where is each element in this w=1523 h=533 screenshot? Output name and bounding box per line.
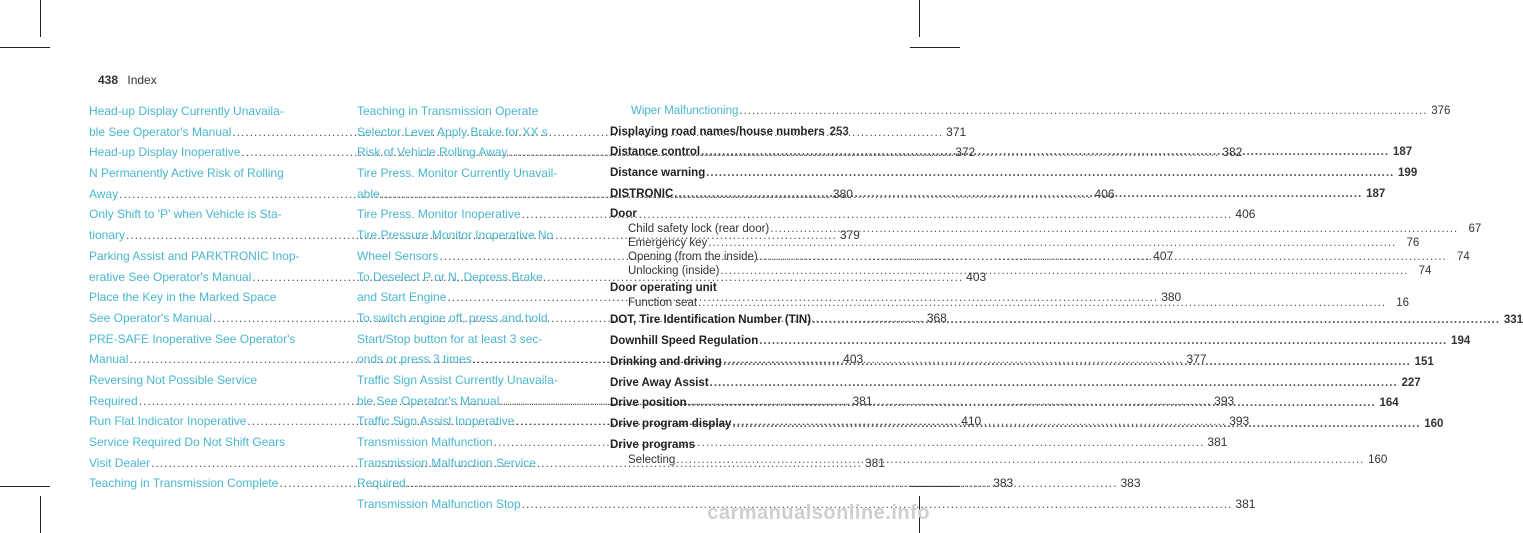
index-entry-text: Traffic Sign Assist Inoperative — [357, 414, 515, 429]
index-entry-text: Distance warning — [610, 167, 706, 180]
index-entry-text: To switch engine off, press and hold — [357, 310, 548, 325]
index-entry — [610, 163, 1418, 184]
index-entry — [357, 473, 1141, 494]
index-entry-text: Opening (from the inside) — [628, 251, 758, 264]
index-entry-text: DISTRONIC — [610, 187, 674, 200]
index-entry-page: 371 — [946, 124, 967, 139]
index-entry-text: Only Shift to 'P' when Vehicle is Sta- — [89, 207, 282, 222]
index-entry-text: Drinking and driving — [610, 355, 722, 368]
index-entry-text: Wiper Malfunctioning — [631, 105, 739, 117]
index-entry-text: Wheel Sensors — [357, 248, 439, 263]
watermark: carmanualsonline.info — [707, 502, 930, 524]
index-entry-text: Door operating unit — [610, 282, 717, 295]
leader-dots — [698, 296, 1386, 310]
index-entry-page: 381 — [1235, 497, 1256, 512]
index-entry-text: Traffic Sign Assist Currently Unavaila- — [357, 372, 558, 387]
index-entry-page: 379 — [839, 228, 860, 243]
index-entry-page: 383 — [1120, 476, 1141, 491]
section-title: Index — [127, 73, 157, 87]
index-entry — [89, 163, 323, 184]
index-entry-text: Function seat — [628, 297, 698, 310]
index-entry — [89, 204, 323, 225]
index-entry — [610, 206, 838, 222]
index-entry-text: See Operator's Manual — [89, 310, 213, 325]
index-entry — [357, 101, 591, 122]
index-entry-page: 381 — [852, 393, 873, 408]
index-entry-text: Drive programs — [610, 438, 696, 451]
index-entry-page: 380 — [832, 186, 853, 201]
crop-mark — [919, 0, 920, 37]
index-entry — [357, 122, 591, 143]
index-entry — [89, 246, 323, 267]
index-entry-text: Distance control — [610, 146, 701, 159]
index-entry — [357, 163, 591, 184]
index-entry-text: Drive program display — [610, 417, 732, 430]
index-entry-text: Emergency key — [628, 237, 708, 250]
index-entry-text: Visit Dealer — [89, 455, 151, 470]
index-entry-page: 393 — [1229, 414, 1250, 429]
leader-dots — [770, 222, 1458, 236]
index-entry-text: Transmission Malfunction Stop — [357, 497, 521, 512]
index-entry — [610, 437, 838, 453]
crop-mark — [40, 0, 41, 37]
index-entry-text: Teaching in Transmission Complete — [89, 476, 279, 491]
leader-dots — [688, 393, 1376, 414]
index-entry-text: Teaching in Transmission Operate — [357, 104, 539, 118]
index-entry-page: 381 — [1207, 435, 1228, 449]
index-entry — [610, 331, 1471, 352]
index-entry-page: 160 — [1424, 417, 1444, 430]
index-entry-text: Head-up Display Currently Unavaila- — [89, 104, 284, 118]
index-entry-text: able — [357, 186, 380, 201]
index-entry-text: Transmission Malfunction — [357, 435, 493, 449]
index-entry-text: tionary — [89, 228, 126, 243]
index-entry — [89, 329, 323, 350]
index-entry — [610, 101, 1451, 122]
index-entry-text: Parking Assist and PARKTRONIC Inop- — [89, 248, 300, 263]
index-entry — [89, 101, 323, 122]
index-entry-text: Start/Stop button for at least 3 sec- — [357, 331, 543, 346]
index-entry — [357, 329, 591, 350]
index-entry-page: 381 — [864, 455, 885, 470]
index-entry-page: 76 — [1406, 237, 1420, 250]
index-entry-page: 16 — [1396, 297, 1410, 310]
index-entry-page: 403 — [966, 269, 987, 284]
index-entry-page: 194 — [1451, 335, 1471, 348]
index-entry-text: and Start Engine — [357, 290, 447, 305]
crop-mark — [40, 496, 41, 533]
index-entry-text: Risk of Vehicle Rolling Away — [357, 145, 508, 160]
index-entry-page: 406 — [1235, 207, 1256, 222]
index-entry-page: 376 — [1431, 105, 1451, 117]
index-entry-page: 382 — [1222, 145, 1243, 160]
index-entry — [357, 267, 591, 288]
crop-mark — [0, 486, 50, 487]
index-entry-text: Tire Press. Monitor Currently Unavail- — [357, 166, 558, 181]
index-entry — [357, 308, 591, 329]
index-entry-page: 187 — [1366, 187, 1386, 200]
index-entry-page: 403 — [843, 352, 864, 367]
index-entry-page: 331 — [1503, 314, 1523, 327]
index-entry-page: 74 — [1418, 265, 1432, 278]
leader-dots — [739, 101, 1427, 122]
index-entry-text: N Permanently Active Risk of Rolling — [89, 166, 284, 181]
index-entry-page: 410 — [961, 414, 982, 429]
index-entry — [89, 370, 323, 391]
index-entry-text: DOT, Tire Identification Number (TIN) — [610, 314, 812, 327]
index-entry-page: 407 — [1153, 248, 1174, 263]
index-entry-page: 199 — [1398, 167, 1418, 180]
leader-dots — [676, 453, 1364, 467]
index-entry-text: erative See Operator's Manual — [89, 269, 252, 284]
index-entry-page: 151 — [1414, 355, 1434, 368]
leader-dots — [723, 352, 1411, 373]
index-entry-text: Place the Key in the Marked Space — [89, 290, 277, 305]
index-entry-text: onds or press 3 times — [357, 352, 472, 367]
index-entry — [357, 453, 591, 474]
index-entry-page: 380 — [1161, 290, 1182, 305]
index-entry-text: Manual — [89, 352, 129, 367]
index-entry-page: 187 — [1392, 146, 1413, 159]
leader-dots — [759, 250, 1447, 264]
index-entry-page: 383 — [993, 476, 1014, 491]
index-entry-text: ble See Operator's Manual — [357, 393, 500, 408]
index-entry-page: 227 — [1401, 376, 1421, 389]
index-entry-text: Reversing Not Possible Service — [89, 372, 258, 387]
index-entry-text: Head-up Display Inoperative — [89, 145, 241, 160]
crop-mark — [0, 47, 50, 48]
index-entry — [610, 373, 1421, 394]
index-entry-text: Drive position — [610, 397, 687, 410]
index-entry-page: 164 — [1379, 397, 1399, 410]
index-entry-text: ble See Operator's Manual — [89, 124, 232, 139]
index-entry-text: Displaying road names/house numbers — [610, 125, 825, 138]
leader-dots — [494, 432, 1205, 453]
leader-dots — [732, 414, 1420, 435]
index-entry-text: Service Required Do Not Shift Gears — [89, 435, 286, 449]
index-entry — [357, 370, 591, 391]
index-entry-text: Selecting — [628, 453, 676, 466]
index-entry-text: Run Flat Indicator Inoperative — [89, 414, 247, 429]
leader-dots — [710, 373, 1398, 394]
index-entry-page: 393 — [1214, 393, 1235, 408]
index-entry-page: 67 — [1468, 223, 1482, 236]
page-number: 438 — [98, 73, 119, 87]
leader-dots — [759, 331, 1447, 352]
index-entry-text: Door — [610, 208, 637, 221]
leader-dots — [674, 184, 1362, 205]
index-entry — [610, 280, 838, 296]
index-entry-text: Unlocking (inside) — [628, 265, 720, 278]
leader-dots — [706, 163, 1394, 184]
leader-dots — [720, 264, 1408, 278]
leader-dots — [812, 310, 1500, 331]
index-entry-text: Away — [89, 186, 119, 201]
index-entry-text: Selector Lever Apply Brake for XX s — [357, 124, 548, 139]
index-entry-page: 406 — [1094, 186, 1115, 201]
index-entry-text: To Deselect P or N, Depress Brake — [357, 269, 543, 284]
index-entry — [610, 236, 1420, 250]
leader-dots — [708, 236, 1396, 250]
index-entry-text: Required — [357, 476, 406, 491]
index-entry-text: Drive Away Assist — [610, 376, 709, 389]
crop-mark — [910, 47, 960, 48]
index-entry-text: Transmission Malfunction Service — [357, 455, 536, 470]
index-entry-text: Downhill Speed Regulation — [610, 335, 759, 348]
index-entry-page: 368 — [926, 310, 947, 325]
index-entry — [89, 432, 323, 453]
leader-dots — [407, 473, 1118, 494]
index-entry-page: 377 — [1186, 352, 1207, 367]
index-entry-text: PRE-SAFE Inoperative See Operator's — [89, 331, 296, 346]
index-entry — [357, 225, 591, 246]
index-entry-page: 372 — [955, 145, 976, 160]
page-header — [98, 73, 157, 87]
index-entry-page: 160 — [1368, 453, 1388, 466]
index-entry-text: Tire Pressure Monitor Inoperative No — [357, 228, 554, 243]
index-entry-text: Required — [89, 393, 138, 408]
leader-dots — [701, 142, 1389, 163]
index-entry-page: 74 — [1456, 251, 1470, 264]
index-entry — [610, 122, 849, 143]
index-entry-page: 253 — [829, 125, 849, 138]
index-entry-text: Child safety lock (rear door) — [628, 223, 770, 236]
index-entry — [89, 287, 323, 308]
index-entry-text: Tire Press. Monitor Inoperative — [357, 207, 521, 222]
